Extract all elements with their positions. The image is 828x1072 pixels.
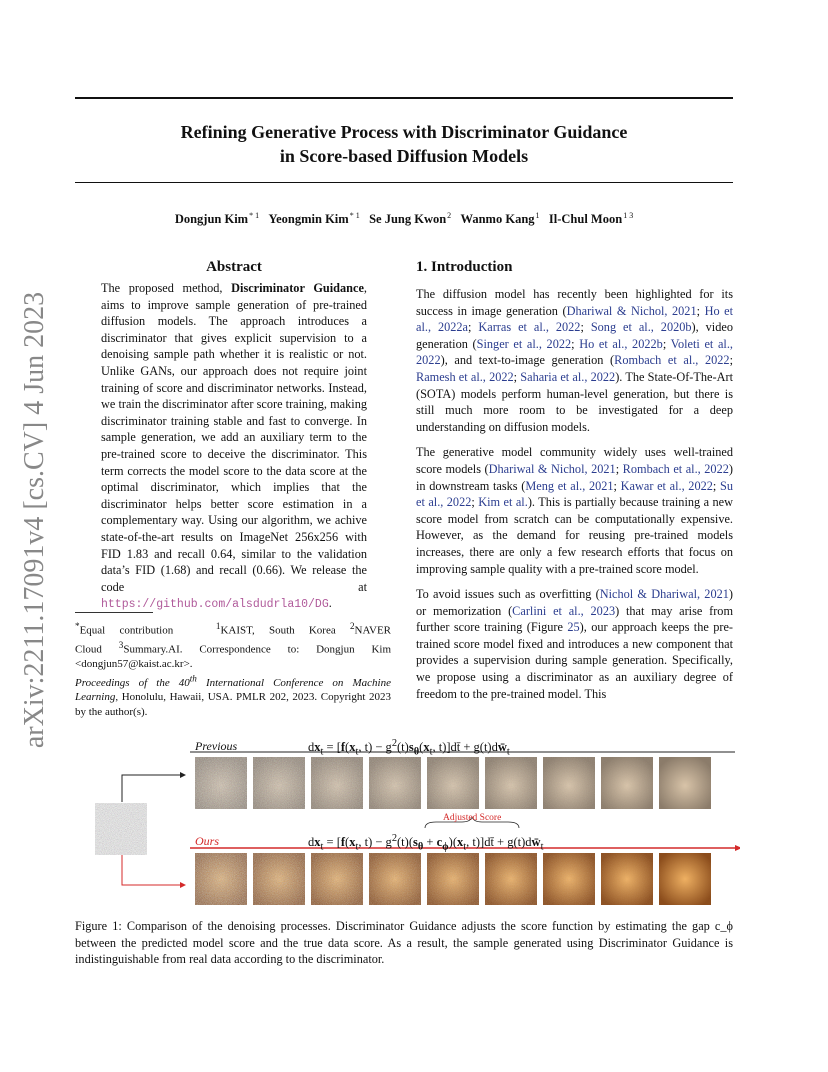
- citation-link[interactable]: Song et al., 2020b: [590, 320, 692, 335]
- footnote-rule: [75, 612, 153, 613]
- citation-link[interactable]: Kim et al.: [478, 495, 528, 510]
- citation-link[interactable]: Rombach et al., 2022: [614, 353, 730, 368]
- figure-caption: Figure 1: Comparison of the denoising processes. Discriminator Guidance adjusts the score function by estimating the gap c_ϕ between the predicted model score and the true data score. As a result, the sample generated using Discriminator Guidance is indistinguishable from real data according to the discriminator.: [75, 919, 733, 967]
- intro-body: [416, 286, 733, 711]
- figure-denoising: [80, 735, 740, 905]
- citation-link[interactable]: Ho et al., 2022a: [416, 303, 733, 335]
- ours-samples-row: [195, 853, 711, 905]
- footnote-affiliations: *Equal contribution $^1$KAIST, South Korea $^2$NAVER Cloud $^3$Summary.AI. Correspondence to: Dongjun Kim <dongjun57@kaist.ac.kr>.: [75, 621, 392, 671]
- citation-link[interactable]: Saharia et al., 2022: [520, 369, 616, 384]
- initial-noise-image: [95, 803, 147, 855]
- citation-link[interactable]: Nichol & Dhariwal, 2021: [599, 587, 729, 602]
- citation-link[interactable]: Dhariwal & Nichol, 2021: [566, 303, 697, 318]
- intro-paragraph-2: The generative model community widely uses well-trained score models (Dhariwal & Nichol, 2021; Rombach et al., 2022) in downstream tasks (Meng et al., 2021; Kawar et al., 2022; Su et al., 2022; Kim et al.). This is partially because training a new score model from scratch can be computationally expensive. However, as the demand for reusing pre-trained models increases, there are only a few research efforts that focus on improving sample quality with a pre-trained score model.: [416, 445, 733, 576]
- citation-link[interactable]: Ramesh et al., 2022: [416, 369, 514, 384]
- citation-link[interactable]: Kawar et al., 2022: [620, 478, 713, 493]
- citation-link[interactable]: Rombach et al., 2022: [622, 461, 729, 476]
- author-list: [75, 211, 733, 227]
- title-rule: [75, 182, 733, 183]
- label-adjusted-score: Adjusted Score: [443, 813, 502, 823]
- footnote-proceedings: Proceedings of the 40th International Conference on Machine Learning, Honolulu, Hawaii, USA. PMLR 202, 2023. Copyright 2023 by the author(s).: [75, 673, 391, 718]
- label-previous: Previous: [195, 739, 238, 753]
- code-link[interactable]: https://github.com/alsdudrla10/DG: [101, 598, 329, 612]
- author-name: Wanmo Kang$^1$: [460, 211, 540, 227]
- intro-paragraph-1: The diffusion model has recently been highlighted for its success in image generation (Dhariwal & Nichol, 2021; Ho et al., 2022a; Karras et al., 2022; Song et al., 2020b), video generation (Singer et al., 2022; Ho et al., 2022b; Voleti et al., 2022), and text-to-image generation (Rombach et al., 2022; Ramesh et al., 2022; Saharia et al., 2022). The State-Of-The-Art (SOTA) models perform human-level generation, but there is still much more room to be investigated for a deep understanding on diffusion models.: [416, 287, 734, 434]
- equation-previous: $dx_t = [f(x_t$, $t) - g^2(t)s_\theta(x_t$, t)]dt̄ + $g(t)dw̄_t$: [308, 738, 510, 758]
- citation-link[interactable]: Carlini et al., 2023: [512, 603, 616, 618]
- author-name: Yeongmin Kim$^{* 1}$: [268, 211, 360, 227]
- citation-link[interactable]: Dhariwal & Nichol, 2021: [488, 461, 616, 476]
- author-name: Se Jung Kwon$^2$: [369, 211, 452, 227]
- paper-title: Refining Generative Process with Discriminator Guidance in Score-based Diffusion Models: [180, 122, 628, 166]
- intro-paragraph-3: To avoid issues such as overfitting (Nichol & Dhariwal, 2021) or memorization (Carlini et al., 2023) that may arise from further score training (Figure 25), our approach keeps the pre-trained score model fixed and introduces a new component that provides a supervision during sample generation. Specifically, we propose using a discriminator as an auxiliary degree of freedom to the pre-trained model. This: [416, 587, 734, 701]
- abstract-body: The proposed method, Discriminator Guidance, aims to improve sample generation of pre-trained diffusion models. The approach introduces a discriminator that gives explicit supervision to a denoising sample path whether it is realistic or not. Unlike GANs, our approach does not require joint training of score and discriminator networks. Instead, we train the discriminator after score training, making discriminator training stable and fast to converge. In sample generation, we add an auxiliary term to the pre-trained score to deceive the discriminator. This term corrects the model score to the data score at the optimal discriminator, which implies that the discriminator helps better score estimation in a complementary way. Using our algorithm, we achive state-of-the-art results on ImageNet 256x256 with FID 1.83 and recall 0.64, similar to the validation data’s FID (1.68) and recall (0.66). We release the code at https://github.com/alsdudrla10/DG.: [101, 281, 367, 612]
- citation-link[interactable]: Singer et al., 2022: [476, 336, 572, 351]
- citation-link[interactable]: 25: [567, 620, 580, 635]
- intro-heading: 1. Introduction: [416, 259, 513, 275]
- citation-link[interactable]: Ho et al., 2022b: [579, 336, 663, 351]
- author-name: Il-Chul Moon$^{1 3}$: [548, 211, 634, 227]
- arxiv-stamp: arXiv:2211.17091v4 [cs.CV] 4 Jun 2023: [19, 291, 50, 749]
- top-rule: [75, 97, 733, 99]
- citation-link[interactable]: Voleti et al., 2022: [416, 336, 733, 368]
- previous-samples-row: [195, 757, 711, 809]
- citation-link[interactable]: Su et al., 2022: [416, 478, 733, 510]
- abstract-heading: Abstract: [206, 259, 262, 275]
- label-ours: Ours: [195, 834, 220, 848]
- equation-ours: $dx_t = [f(x_t$, $t) - g^2(t)(s_\theta + c_\phi)(x_t$, t)]dt̄ + $g(t)dw̄_t$: [308, 833, 544, 853]
- author-name: Dongjun Kim$^{* 1}$: [174, 211, 260, 227]
- citation-link[interactable]: Karras et al., 2022: [478, 320, 581, 335]
- citation-link[interactable]: Meng et al., 2021: [525, 478, 614, 493]
